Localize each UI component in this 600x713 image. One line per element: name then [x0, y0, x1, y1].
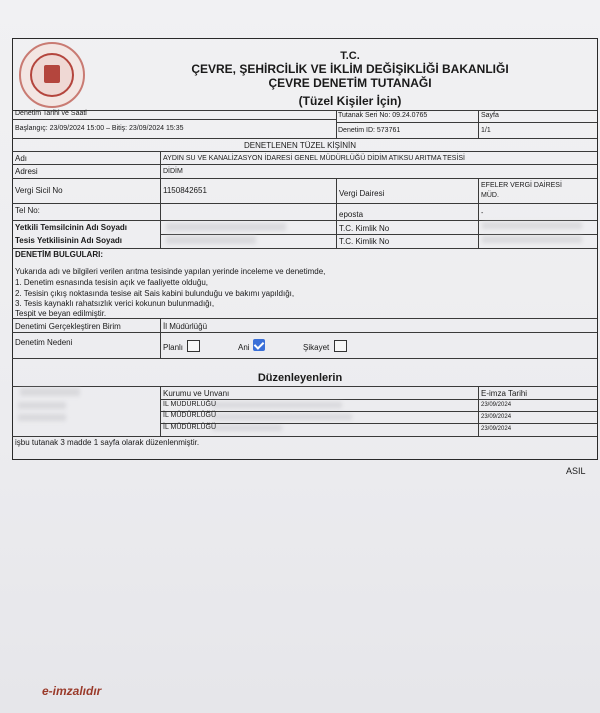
redacted-rep-tc [482, 222, 582, 229]
reason-option-planli-label: Planlı [163, 343, 184, 352]
redacted-issuer-name [20, 388, 80, 396]
page-value: 1/1 [481, 127, 491, 134]
issuer-date: 23/09/2024 [481, 426, 512, 432]
header-form-title: ÇEVRE DENETİM TUTANAĞI [268, 76, 432, 90]
issuer-org: İL MÜDÜRLÜĞÜ [163, 401, 217, 408]
issuers-title: Düzenleyenlerin [257, 372, 343, 384]
redacted-issuer-title [212, 402, 342, 408]
finding-line: 3. Tesis kaynaklı rahatsızlık verici kokunun bulunmadığı, [15, 299, 215, 308]
tax-office-value-1: EFELER VERGİ DAİRESİ [481, 182, 562, 189]
tax-no-label: Vergi Sicil No [15, 186, 63, 195]
serial-no: Tutanak Seri No: 09.24.0765 [338, 112, 428, 119]
redacted-issuer-title [212, 414, 352, 420]
finding-line: 1. Denetim esnasında tesisin açık ve faaliyette olduğu, [15, 278, 208, 287]
redacted-fac-name [166, 236, 256, 244]
address-value: DİDİM [163, 168, 183, 175]
facility-rep-label: Tesis Yetkilisinin Adı Soyadı [15, 236, 122, 245]
date-value: Başlangıç: 23/09/2024 15:00 – Bitiş: 23/09/2024 15:35 [15, 125, 184, 132]
reason-ani-checkbox[interactable] [253, 339, 265, 351]
findings-title: DENETİM BULGULARI: [15, 250, 103, 259]
page-label: Sayfa [481, 112, 499, 119]
name-label: Adı [15, 154, 28, 163]
unit-label: Denetimi Gerçekleştiren Birim [15, 322, 121, 331]
issuer-date: 23/09/2024 [481, 414, 512, 420]
email-value: - [481, 210, 484, 217]
finding-line: 2. Tesisin çıkış noktasında tesise ait Sais kabini bulunduğu ve bakımı yapıldığı, [15, 289, 295, 298]
finding-line: Yukarıda adı ve bilgileri verilen arıtma tesisinde yapılan yerinde inceleme ve denetimde, [15, 267, 326, 276]
redacted-issuer-name [18, 402, 66, 409]
tax-no-value: 1150842651 [163, 186, 207, 195]
reason-option-sikayet-label: Şikayet [303, 343, 330, 352]
issuers-col-date: E-imza Tarihi [481, 389, 528, 398]
reason-sikayet-checkbox[interactable] [334, 340, 347, 352]
tax-office-label: Vergi Dairesi [339, 189, 385, 198]
asil-mark: ASIL [566, 466, 586, 476]
tax-office-value-2: MÜD. [481, 192, 499, 199]
header-subtitle: (Tüzel Kişiler İçin) [298, 94, 402, 108]
fac-tc-label: T.C. Kimlik No [339, 237, 390, 246]
finding-line: Tespit ve beyan edilmiştir. [15, 309, 107, 318]
rep-tc-label: T.C. Kimlik No [339, 224, 390, 233]
header-tc: T.C. [340, 50, 360, 62]
audit-id: Denetim ID: 573761 [338, 127, 401, 134]
address-label: Adresi [15, 167, 38, 176]
e-signed-footer: e-imzalıdır [42, 684, 102, 698]
section-title: DENETLENEN TÜZEL KİŞİNİN [243, 141, 357, 150]
issuer-org: İL MÜDÜRLÜĞÜ [163, 424, 217, 431]
closing-statement: işbu tutanak 3 madde 1 sayfa olarak düzenlenmiştir. [15, 438, 200, 447]
date-label: Denetim Tarihi ve Saati [15, 110, 87, 117]
ministry-seal-logo [19, 42, 85, 108]
issuer-org: İL MÜDÜRLÜĞÜ [163, 412, 217, 419]
email-label: eposta [339, 210, 364, 219]
redacted-issuer-name [18, 414, 66, 421]
issuers-col-org: Kurumu ve Unvanı [163, 389, 230, 398]
reason-planli-checkbox[interactable] [187, 340, 200, 352]
unit-value: İl Müdürlüğü [163, 322, 208, 331]
reason-label: Denetim Nedeni [15, 338, 73, 347]
reason-option-ani-label: Ani [238, 343, 250, 352]
redacted-fac-tc [482, 236, 582, 243]
name-value: AYDIN SU VE KANALİZASYON İDARESİ GENEL MÜDÜRLÜĞÜ DİDİM ATIKSU ARITMA TESİSİ [163, 155, 465, 162]
tel-label: Tel No: [15, 206, 40, 215]
rep-label: Yetkili Temsilcinin Adı Soyadı [15, 223, 128, 232]
redacted-issuer-title [212, 425, 282, 431]
header-ministry: ÇEVRE, ŞEHİRCİLİK VE İKLİM DEĞİŞİKLİĞİ BAKANLIĞI [191, 62, 509, 76]
redacted-rep-name [166, 223, 286, 231]
issuer-date: 23/09/2024 [481, 402, 512, 408]
